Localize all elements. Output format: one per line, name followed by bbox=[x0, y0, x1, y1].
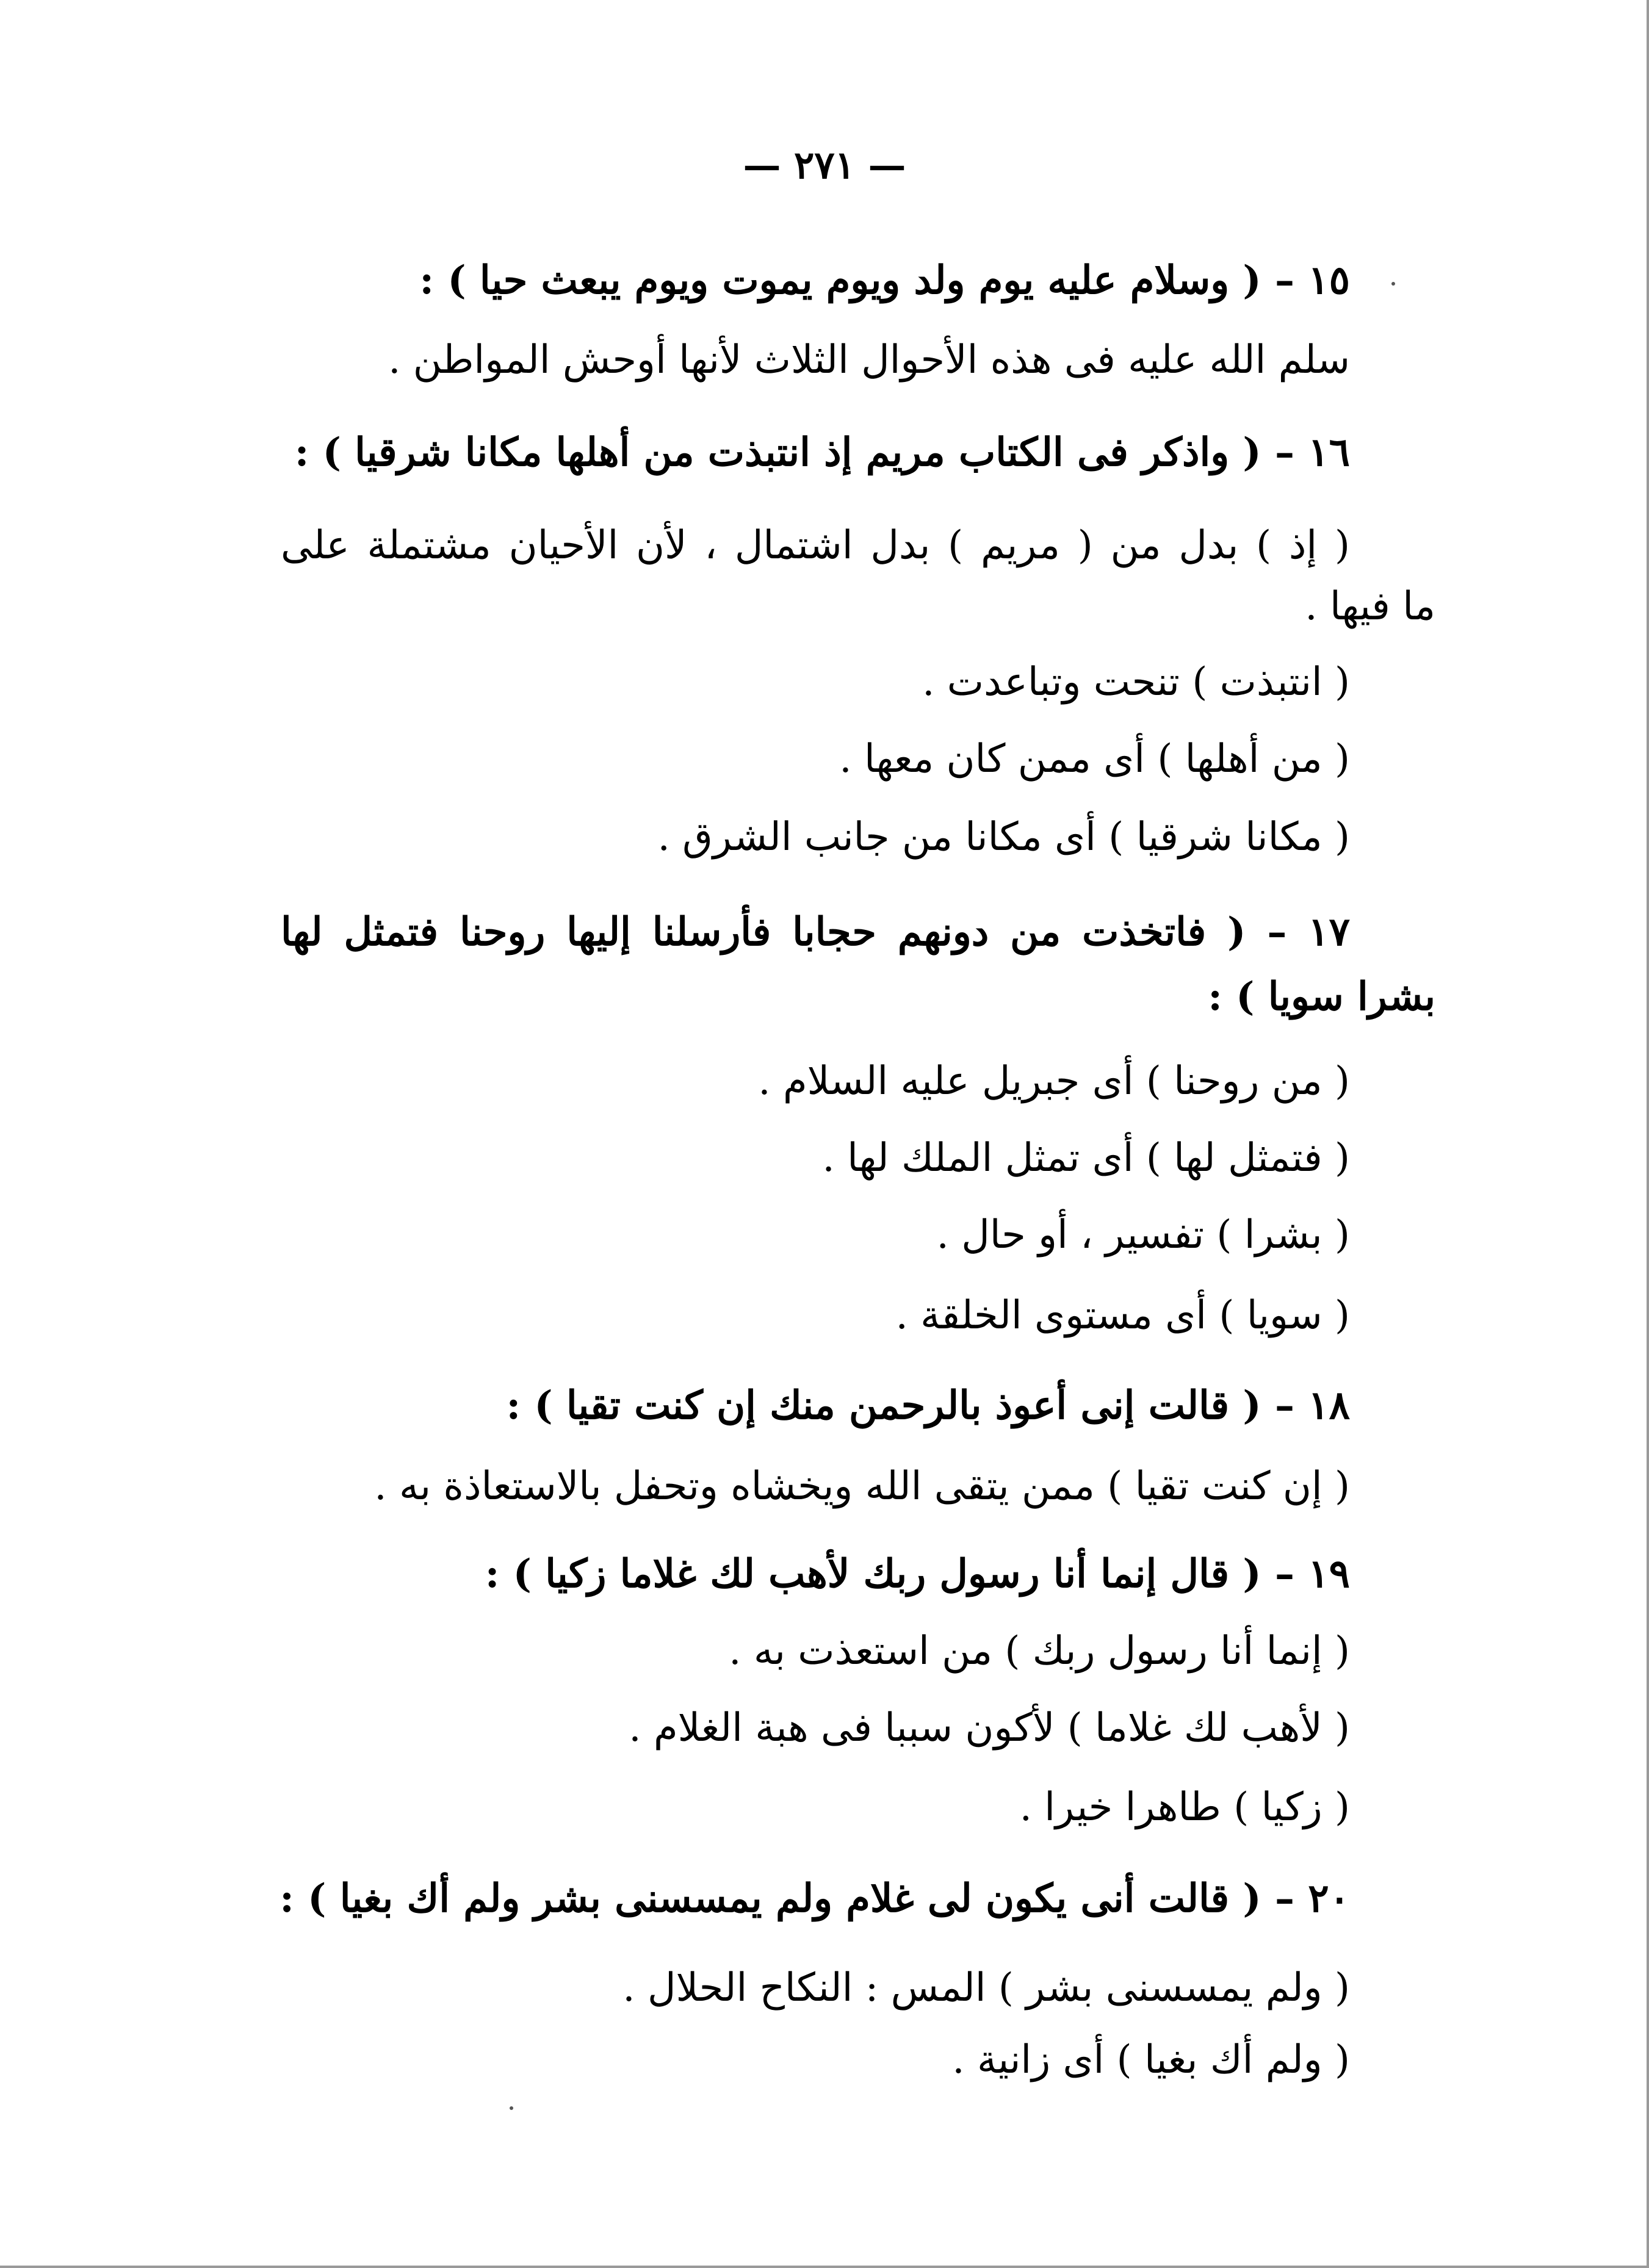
commentary-line: ( زكيا ) طاهرا خيرا . bbox=[1019, 1785, 1350, 1830]
commentary-line: ( من روحنا ) أى جبريل عليه السلام . bbox=[758, 1059, 1350, 1104]
page-number: — ٢٧١ — bbox=[743, 143, 906, 187]
commentary-line: ( انتبذت ) تنحت وتباعدت . bbox=[922, 660, 1350, 705]
commentary-line: ( من أهلها ) أى ممن كان معها . bbox=[839, 736, 1350, 782]
scan-speck bbox=[1391, 282, 1395, 286]
verse-20-heading: ٢٠ – ( قالت أنى يكون لى غلام ولم يمسسنى بشر ولم أك بغيا ) : bbox=[280, 1876, 1350, 1921]
verse-17-heading-continuation: بشرا سويا ) : bbox=[1208, 974, 1435, 1020]
verse-18-heading: ١٨ – ( قالت إنى أعوذ بالرحمن منك إن كنت تقيا ) : bbox=[506, 1383, 1350, 1428]
commentary-line-continuation: ما فيها . bbox=[1305, 584, 1435, 629]
commentary-line: ( بشرا ) تفسير ، أو حال . bbox=[936, 1212, 1350, 1258]
scan-speck bbox=[510, 2106, 513, 2110]
commentary-line: ( ولم يمسسنى بشر ) المس : النكاح الحلال . bbox=[622, 1965, 1350, 2011]
commentary-line: ( لأهب لك غلاما ) لأكون سببا فى هبة الغلام . bbox=[629, 1705, 1350, 1751]
commentary-line: ( مكانا شرقيا ) أى مكانا من جانب الشرق . bbox=[657, 815, 1350, 860]
page-edge-right bbox=[1647, 0, 1649, 2268]
verse-15-heading: ١٥ – ( وسلام عليه يوم ولد ويوم يموت ويوم يبعث حيا ) : bbox=[419, 257, 1350, 303]
commentary-line: ( فتمثل لها ) أى تمثل الملك لها . bbox=[822, 1136, 1350, 1181]
page-edge-bottom bbox=[0, 2266, 1649, 2268]
verse-16-heading: ١٦ – ( واذكر فى الكتاب مريم إذ انتبذت من أهلها مكانا شرقيا ) : bbox=[294, 430, 1350, 475]
commentary-line: ( إن كنت تقيا ) ممن يتقى الله ويخشاه وتحفل بالاستعاذة به . bbox=[374, 1464, 1350, 1509]
commentary-line: ( سويا ) أى مستوى الخلقة . bbox=[895, 1293, 1350, 1338]
commentary-line: ( إذ ) بدل من ( مريم ) بدل اشتمال ، لأن الأحيان مشتملة على bbox=[281, 523, 1350, 568]
verse-19-heading: ١٩ – ( قال إنما أنا رسول ربك لأهب لك غلاما زكيا ) : bbox=[485, 1551, 1350, 1597]
commentary-line: سلم الله عليه فى هذه الأحوال الثلاث لأنها أوحش المواطن . bbox=[388, 337, 1350, 383]
commentary-line: ( ولم أك بغيا ) أى زانية . bbox=[952, 2037, 1350, 2083]
commentary-line: ( إنما أنا رسول ربك ) من استعذت به . bbox=[729, 1629, 1350, 1674]
verse-17-heading: ١٧ – ( فاتخذت من دونهم حجابا فأرسلنا إليها روحنا فتمثل لها bbox=[281, 909, 1350, 955]
